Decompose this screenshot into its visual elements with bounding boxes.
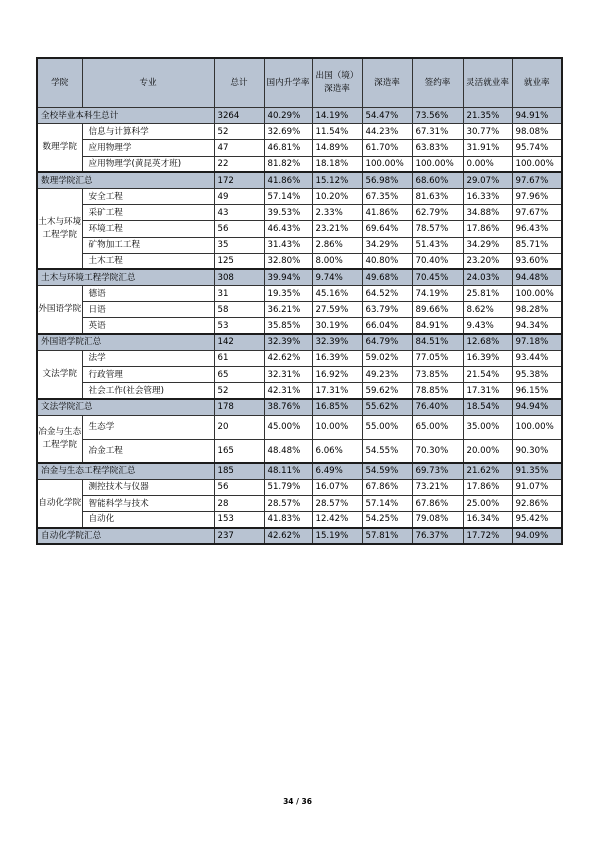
major-cell: 法学 bbox=[82, 350, 214, 366]
abroad-rate-cell: 8.00% bbox=[312, 253, 362, 269]
major-cell: 测控技术与仪器 bbox=[82, 479, 214, 495]
employment-rate-cell: 97.96% bbox=[512, 188, 562, 204]
flexible-employment-rate-cell: 25.81% bbox=[463, 286, 512, 302]
total-cell: 308 bbox=[214, 269, 264, 285]
contract-rate-cell: 89.66% bbox=[412, 302, 463, 318]
abroad-rate-cell: 30.19% bbox=[312, 318, 362, 334]
employment-rate-cell: 95.42% bbox=[512, 512, 562, 528]
table-row bbox=[37, 479, 562, 495]
total-cell: 3264 bbox=[214, 108, 264, 124]
total-cell: 125 bbox=[214, 253, 264, 269]
employment-rate-cell: 98.28% bbox=[512, 302, 562, 318]
domestic-rate-cell: 41.86% bbox=[264, 172, 312, 188]
domestic-rate-cell: 19.35% bbox=[264, 286, 312, 302]
abroad-rate-cell: 16.85% bbox=[312, 399, 362, 415]
abroad-rate-cell: 6.49% bbox=[312, 463, 362, 479]
abroad-rate-cell: 16.07% bbox=[312, 479, 362, 495]
contract-rate-cell: 84.51% bbox=[412, 334, 463, 350]
further-study-rate-cell: 57.14% bbox=[362, 495, 412, 511]
contract-rate-cell: 69.73% bbox=[412, 463, 463, 479]
header-school: 学院 bbox=[37, 58, 82, 108]
summary-label: 自动化学院汇总 bbox=[37, 528, 214, 544]
further-study-rate-cell: 54.55% bbox=[362, 439, 412, 463]
further-study-rate-cell: 34.29% bbox=[362, 237, 412, 253]
table-row bbox=[37, 318, 562, 334]
table-row bbox=[37, 221, 562, 237]
flexible-employment-rate-cell: 21.35% bbox=[463, 108, 512, 124]
flexible-employment-rate-cell: 29.07% bbox=[463, 172, 512, 188]
table-row bbox=[37, 367, 562, 383]
table-row bbox=[37, 205, 562, 221]
further-study-rate-cell: 63.79% bbox=[362, 302, 412, 318]
total-cell: 49 bbox=[214, 188, 264, 204]
employment-rate-cell: 95.74% bbox=[512, 140, 562, 156]
abroad-rate-cell: 32.39% bbox=[312, 334, 362, 350]
employment-rate-cell: 96.15% bbox=[512, 383, 562, 399]
abroad-rate-cell: 15.12% bbox=[312, 172, 362, 188]
summary-label: 冶金与生态工程学院汇总 bbox=[37, 463, 214, 479]
flexible-employment-rate-cell: 31.91% bbox=[463, 140, 512, 156]
summary-row bbox=[37, 399, 562, 415]
table-row bbox=[37, 286, 562, 302]
major-cell: 采矿工程 bbox=[82, 205, 214, 221]
major-cell: 日语 bbox=[82, 302, 214, 318]
flexible-employment-rate-cell: 20.00% bbox=[463, 439, 512, 463]
abroad-rate-cell: 14.19% bbox=[312, 108, 362, 124]
abroad-rate-cell: 17.31% bbox=[312, 383, 362, 399]
header-abroad-rate: 出国（境）深造率 bbox=[312, 58, 362, 108]
domestic-rate-cell: 32.80% bbox=[264, 253, 312, 269]
abroad-rate-cell: 10.20% bbox=[312, 188, 362, 204]
further-study-rate-cell: 56.98% bbox=[362, 172, 412, 188]
domestic-rate-cell: 32.69% bbox=[264, 124, 312, 140]
employment-rate-cell: 100.00% bbox=[512, 286, 562, 302]
flexible-employment-rate-cell: 17.31% bbox=[463, 383, 512, 399]
abroad-rate-cell: 18.18% bbox=[312, 156, 362, 172]
employment-rate-cell: 96.43% bbox=[512, 221, 562, 237]
header-flexible-employment-rate: 灵活就业率 bbox=[463, 58, 512, 108]
contract-rate-cell: 70.40% bbox=[412, 253, 463, 269]
table-row bbox=[37, 512, 562, 528]
domestic-rate-cell: 42.62% bbox=[264, 528, 312, 544]
further-study-rate-cell: 59.62% bbox=[362, 383, 412, 399]
summary-label: 文法学院汇总 bbox=[37, 399, 214, 415]
flexible-employment-rate-cell: 21.54% bbox=[463, 367, 512, 383]
employment-rate-cell: 91.35% bbox=[512, 463, 562, 479]
flexible-employment-rate-cell: 21.62% bbox=[463, 463, 512, 479]
contract-rate-cell: 65.00% bbox=[412, 415, 463, 439]
abroad-rate-cell: 12.42% bbox=[312, 512, 362, 528]
further-study-rate-cell: 41.86% bbox=[362, 205, 412, 221]
domestic-rate-cell: 57.14% bbox=[264, 188, 312, 204]
contract-rate-cell: 76.37% bbox=[412, 528, 463, 544]
summary-row bbox=[37, 172, 562, 188]
abroad-rate-cell: 11.54% bbox=[312, 124, 362, 140]
table-header-row bbox=[37, 58, 562, 108]
domestic-rate-cell: 39.53% bbox=[264, 205, 312, 221]
table-row bbox=[37, 302, 562, 318]
flexible-employment-rate-cell: 25.00% bbox=[463, 495, 512, 511]
abroad-rate-cell: 6.06% bbox=[312, 439, 362, 463]
further-study-rate-cell: 49.68% bbox=[362, 269, 412, 285]
contract-rate-cell: 70.45% bbox=[412, 269, 463, 285]
total-cell: 56 bbox=[214, 479, 264, 495]
flexible-employment-rate-cell: 24.03% bbox=[463, 269, 512, 285]
employment-rate-table bbox=[36, 57, 563, 545]
employment-rate-cell: 94.91% bbox=[512, 108, 562, 124]
further-study-rate-cell: 64.79% bbox=[362, 334, 412, 350]
contract-rate-cell: 78.85% bbox=[412, 383, 463, 399]
major-cell: 德语 bbox=[82, 286, 214, 302]
major-cell: 生态学 bbox=[82, 415, 214, 439]
further-study-rate-cell: 66.04% bbox=[362, 318, 412, 334]
header-employment-rate: 就业率 bbox=[512, 58, 562, 108]
table-row bbox=[37, 253, 562, 269]
further-study-rate-cell: 67.35% bbox=[362, 188, 412, 204]
school-cell: 文法学院 bbox=[37, 350, 82, 399]
domestic-rate-cell: 36.21% bbox=[264, 302, 312, 318]
summary-label: 全校毕业本科生总计 bbox=[37, 108, 214, 124]
major-cell: 行政管理 bbox=[82, 367, 214, 383]
total-cell: 22 bbox=[214, 156, 264, 172]
total-cell: 185 bbox=[214, 463, 264, 479]
contract-rate-cell: 63.83% bbox=[412, 140, 463, 156]
summary-row bbox=[37, 269, 562, 285]
total-cell: 43 bbox=[214, 205, 264, 221]
further-study-rate-cell: 100.00% bbox=[362, 156, 412, 172]
major-cell: 信息与计算科学 bbox=[82, 124, 214, 140]
header-total: 总计 bbox=[214, 58, 264, 108]
table-row bbox=[37, 350, 562, 366]
total-cell: 237 bbox=[214, 528, 264, 544]
abroad-rate-cell: 10.00% bbox=[312, 415, 362, 439]
contract-rate-cell: 70.30% bbox=[412, 439, 463, 463]
header-contract-rate: 签约率 bbox=[412, 58, 463, 108]
flexible-employment-rate-cell: 16.39% bbox=[463, 350, 512, 366]
major-cell: 矿物加工工程 bbox=[82, 237, 214, 253]
further-study-rate-cell: 57.81% bbox=[362, 528, 412, 544]
domestic-rate-cell: 35.85% bbox=[264, 318, 312, 334]
total-cell: 28 bbox=[214, 495, 264, 511]
employment-rate-cell: 94.94% bbox=[512, 399, 562, 415]
contract-rate-cell: 67.31% bbox=[412, 124, 463, 140]
further-study-rate-cell: 54.47% bbox=[362, 108, 412, 124]
contract-rate-cell: 81.63% bbox=[412, 188, 463, 204]
employment-rate-cell: 95.38% bbox=[512, 367, 562, 383]
major-cell: 自动化 bbox=[82, 512, 214, 528]
employment-rate-cell: 92.86% bbox=[512, 495, 562, 511]
total-cell: 52 bbox=[214, 383, 264, 399]
summary-row bbox=[37, 334, 562, 350]
school-cell: 土木与环境工程学院 bbox=[37, 188, 82, 269]
contract-rate-cell: 73.56% bbox=[412, 108, 463, 124]
summary-row bbox=[37, 463, 562, 479]
domestic-rate-cell: 32.39% bbox=[264, 334, 312, 350]
table-row bbox=[37, 495, 562, 511]
domestic-rate-cell: 41.83% bbox=[264, 512, 312, 528]
contract-rate-cell: 67.86% bbox=[412, 495, 463, 511]
abroad-rate-cell: 16.39% bbox=[312, 350, 362, 366]
domestic-rate-cell: 38.76% bbox=[264, 399, 312, 415]
domestic-rate-cell: 42.31% bbox=[264, 383, 312, 399]
table-body bbox=[37, 108, 562, 545]
flexible-employment-rate-cell: 8.62% bbox=[463, 302, 512, 318]
total-cell: 47 bbox=[214, 140, 264, 156]
domestic-rate-cell: 48.11% bbox=[264, 463, 312, 479]
flexible-employment-rate-cell: 34.29% bbox=[463, 237, 512, 253]
domestic-rate-cell: 39.94% bbox=[264, 269, 312, 285]
major-cell: 冶金工程 bbox=[82, 439, 214, 463]
major-cell: 智能科学与技术 bbox=[82, 495, 214, 511]
employment-rate-cell: 94.34% bbox=[512, 318, 562, 334]
total-cell: 52 bbox=[214, 124, 264, 140]
summary-label: 土木与环境工程学院汇总 bbox=[37, 269, 214, 285]
employment-rate-cell: 97.18% bbox=[512, 334, 562, 350]
employment-rate-cell: 93.44% bbox=[512, 350, 562, 366]
flexible-employment-rate-cell: 17.86% bbox=[463, 221, 512, 237]
total-cell: 65 bbox=[214, 367, 264, 383]
flexible-employment-rate-cell: 23.20% bbox=[463, 253, 512, 269]
domestic-rate-cell: 40.29% bbox=[264, 108, 312, 124]
abroad-rate-cell: 9.74% bbox=[312, 269, 362, 285]
employment-rate-cell: 90.30% bbox=[512, 439, 562, 463]
summary-row bbox=[37, 528, 562, 544]
flexible-employment-rate-cell: 9.43% bbox=[463, 318, 512, 334]
contract-rate-cell: 62.79% bbox=[412, 205, 463, 221]
major-cell: 应用物理学(黄昆英才班) bbox=[82, 156, 214, 172]
header-major: 专业 bbox=[82, 58, 214, 108]
employment-rate-cell: 94.48% bbox=[512, 269, 562, 285]
contract-rate-cell: 77.05% bbox=[412, 350, 463, 366]
employment-rate-cell: 91.07% bbox=[512, 479, 562, 495]
further-study-rate-cell: 54.25% bbox=[362, 512, 412, 528]
domestic-rate-cell: 32.31% bbox=[264, 367, 312, 383]
summary-label: 外国语学院汇总 bbox=[37, 334, 214, 350]
total-cell: 178 bbox=[214, 399, 264, 415]
major-cell: 英语 bbox=[82, 318, 214, 334]
further-study-rate-cell: 40.80% bbox=[362, 253, 412, 269]
domestic-rate-cell: 28.57% bbox=[264, 495, 312, 511]
school-cell: 自动化学院 bbox=[37, 479, 82, 528]
flexible-employment-rate-cell: 34.88% bbox=[463, 205, 512, 221]
major-cell: 环境工程 bbox=[82, 221, 214, 237]
school-cell: 外国语学院 bbox=[37, 286, 82, 335]
flexible-employment-rate-cell: 18.54% bbox=[463, 399, 512, 415]
domestic-rate-cell: 48.48% bbox=[264, 439, 312, 463]
major-cell: 土木工程 bbox=[82, 253, 214, 269]
employment-rate-cell: 94.09% bbox=[512, 528, 562, 544]
flexible-employment-rate-cell: 35.00% bbox=[463, 415, 512, 439]
table-row bbox=[37, 140, 562, 156]
flexible-employment-rate-cell: 17.86% bbox=[463, 479, 512, 495]
further-study-rate-cell: 69.64% bbox=[362, 221, 412, 237]
total-cell: 61 bbox=[214, 350, 264, 366]
domestic-rate-cell: 81.82% bbox=[264, 156, 312, 172]
page-number: 34 / 36 bbox=[283, 797, 312, 806]
domestic-rate-cell: 45.00% bbox=[264, 415, 312, 439]
contract-rate-cell: 76.40% bbox=[412, 399, 463, 415]
abroad-rate-cell: 2.33% bbox=[312, 205, 362, 221]
table-row bbox=[37, 124, 562, 140]
contract-rate-cell: 74.19% bbox=[412, 286, 463, 302]
contract-rate-cell: 84.91% bbox=[412, 318, 463, 334]
total-cell: 165 bbox=[214, 439, 264, 463]
contract-rate-cell: 51.43% bbox=[412, 237, 463, 253]
school-cell: 冶金与生态工程学院 bbox=[37, 415, 82, 463]
total-cell: 31 bbox=[214, 286, 264, 302]
total-cell: 58 bbox=[214, 302, 264, 318]
total-cell: 53 bbox=[214, 318, 264, 334]
school-cell: 数理学院 bbox=[37, 124, 82, 173]
abroad-rate-cell: 23.21% bbox=[312, 221, 362, 237]
flexible-employment-rate-cell: 16.33% bbox=[463, 188, 512, 204]
domestic-rate-cell: 46.43% bbox=[264, 221, 312, 237]
major-cell: 社会工作(社会管理) bbox=[82, 383, 214, 399]
major-cell: 安全工程 bbox=[82, 188, 214, 204]
summary-label: 数理学院汇总 bbox=[37, 172, 214, 188]
further-study-rate-cell: 64.52% bbox=[362, 286, 412, 302]
further-study-rate-cell: 67.86% bbox=[362, 479, 412, 495]
contract-rate-cell: 100.00% bbox=[412, 156, 463, 172]
abroad-rate-cell: 15.19% bbox=[312, 528, 362, 544]
total-cell: 35 bbox=[214, 237, 264, 253]
contract-rate-cell: 73.85% bbox=[412, 367, 463, 383]
further-study-rate-cell: 61.70% bbox=[362, 140, 412, 156]
flexible-employment-rate-cell: 12.68% bbox=[463, 334, 512, 350]
flexible-employment-rate-cell: 0.00% bbox=[463, 156, 512, 172]
abroad-rate-cell: 16.92% bbox=[312, 367, 362, 383]
summary-row bbox=[37, 108, 562, 124]
domestic-rate-cell: 46.81% bbox=[264, 140, 312, 156]
abroad-rate-cell: 14.89% bbox=[312, 140, 362, 156]
further-study-rate-cell: 54.59% bbox=[362, 463, 412, 479]
total-cell: 56 bbox=[214, 221, 264, 237]
total-cell: 142 bbox=[214, 334, 264, 350]
employment-rate-cell: 100.00% bbox=[512, 156, 562, 172]
header-domestic-rate: 国内升学率 bbox=[264, 58, 312, 108]
table-row bbox=[37, 156, 562, 172]
abroad-rate-cell: 28.57% bbox=[312, 495, 362, 511]
abroad-rate-cell: 2.86% bbox=[312, 237, 362, 253]
further-study-rate-cell: 59.02% bbox=[362, 350, 412, 366]
contract-rate-cell: 68.60% bbox=[412, 172, 463, 188]
abroad-rate-cell: 27.59% bbox=[312, 302, 362, 318]
further-study-rate-cell: 44.23% bbox=[362, 124, 412, 140]
abroad-rate-cell: 45.16% bbox=[312, 286, 362, 302]
total-cell: 172 bbox=[214, 172, 264, 188]
domestic-rate-cell: 51.79% bbox=[264, 479, 312, 495]
employment-rate-cell: 93.60% bbox=[512, 253, 562, 269]
domestic-rate-cell: 42.62% bbox=[264, 350, 312, 366]
flexible-employment-rate-cell: 16.34% bbox=[463, 512, 512, 528]
total-cell: 153 bbox=[214, 512, 264, 528]
table-row bbox=[37, 237, 562, 253]
employment-rate-cell: 97.67% bbox=[512, 205, 562, 221]
flexible-employment-rate-cell: 17.72% bbox=[463, 528, 512, 544]
total-cell: 20 bbox=[214, 415, 264, 439]
table-row bbox=[37, 439, 562, 463]
further-study-rate-cell: 55.00% bbox=[362, 415, 412, 439]
header-further-study-rate: 深造率 bbox=[362, 58, 412, 108]
employment-rate-cell: 98.08% bbox=[512, 124, 562, 140]
table-row bbox=[37, 383, 562, 399]
contract-rate-cell: 78.57% bbox=[412, 221, 463, 237]
further-study-rate-cell: 55.62% bbox=[362, 399, 412, 415]
table-row bbox=[37, 188, 562, 204]
domestic-rate-cell: 31.43% bbox=[264, 237, 312, 253]
contract-rate-cell: 73.21% bbox=[412, 479, 463, 495]
contract-rate-cell: 79.08% bbox=[412, 512, 463, 528]
flexible-employment-rate-cell: 30.77% bbox=[463, 124, 512, 140]
table-row bbox=[37, 415, 562, 439]
employment-rate-cell: 100.00% bbox=[512, 415, 562, 439]
major-cell: 应用物理学 bbox=[82, 140, 214, 156]
employment-rate-cell: 97.67% bbox=[512, 172, 562, 188]
further-study-rate-cell: 49.23% bbox=[362, 367, 412, 383]
employment-rate-cell: 85.71% bbox=[512, 237, 562, 253]
